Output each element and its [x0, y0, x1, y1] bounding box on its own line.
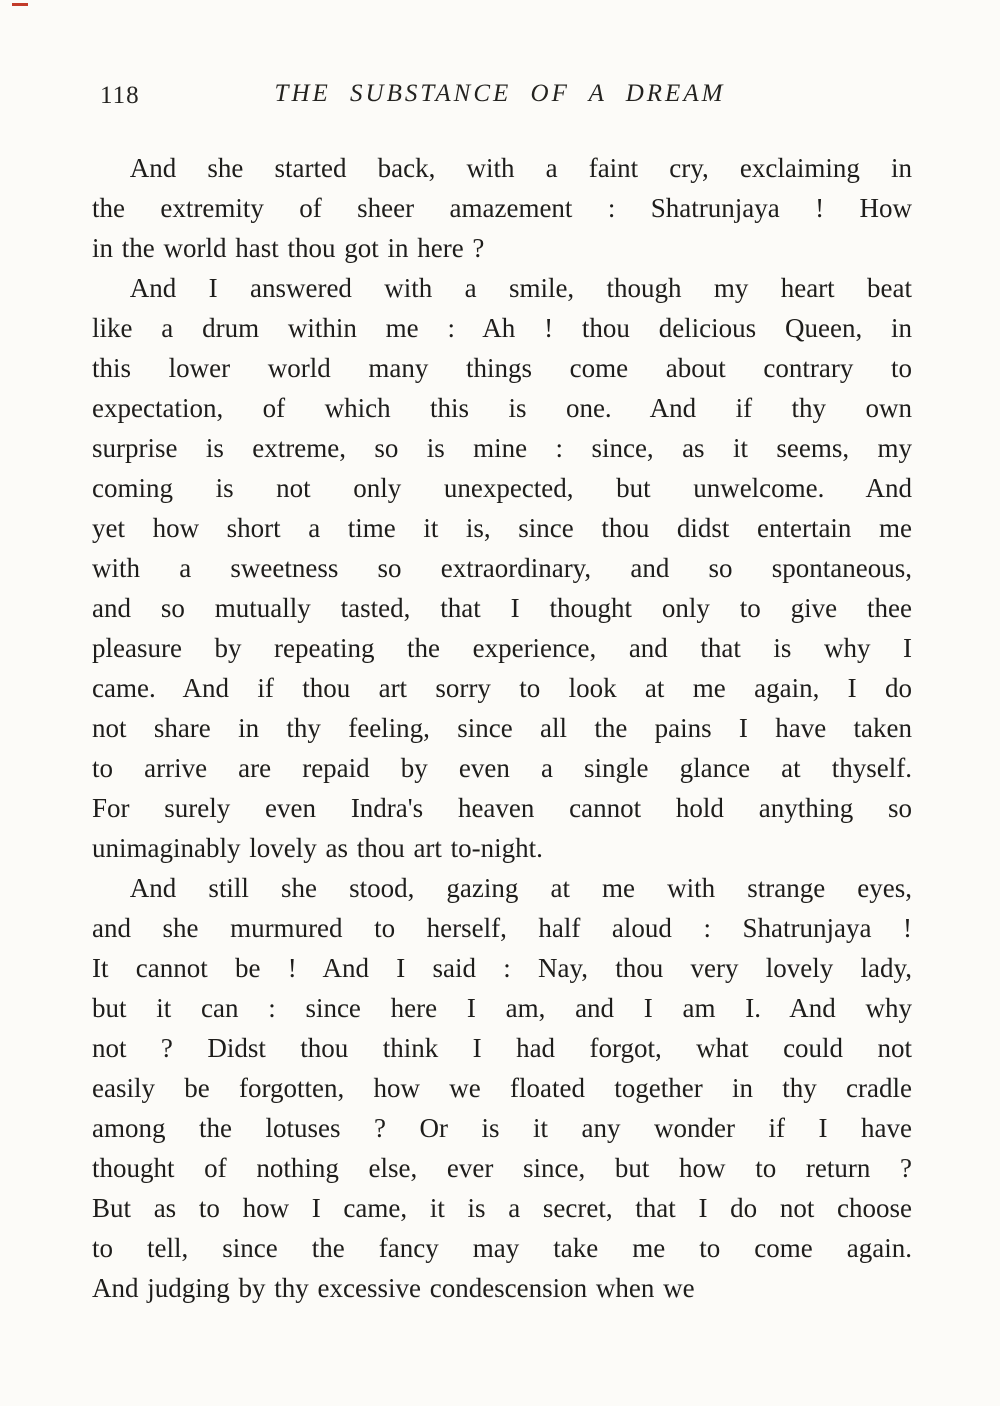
text-line: It cannot be ! And I said : Nay, thou very lovely lady,: [92, 953, 912, 983]
text-line: unimaginably lovely as thou art to-night.: [92, 833, 543, 863]
text-line: And judging by thy excessive condescension when we: [92, 1273, 695, 1303]
text-line: to arrive are repaid by even a single glance at thyself.: [92, 753, 912, 783]
running-title: THE SUBSTANCE OF A DREAM: [274, 80, 726, 107]
text-line: came. And if thou art sorry to look at me again, I do: [92, 673, 912, 703]
paragraph: [92, 268, 912, 868]
text-line: surprise is extreme, so is mine : since, as it seems, my: [92, 433, 912, 463]
page-header: [92, 80, 908, 114]
text-line: yet how short a time it is, since thou didst entertain me: [92, 513, 912, 543]
text-line: among the lotuses ? Or is it any wonder if I have: [92, 1113, 912, 1143]
text-line: the extremity of sheer amazement : Shatrunjaya ! How: [92, 193, 912, 223]
text-line: And she started back, with a faint cry, exclaiming in: [129, 153, 912, 183]
text-line: and she murmured to herself, half aloud : Shatrunjaya !: [92, 913, 912, 943]
text-line: but it can : since here I am, and I am I. And why: [92, 993, 912, 1023]
text-line: But as to how I came, it is a secret, that I do not choose: [92, 1193, 912, 1223]
text-line: easily be forgotten, how we floated together in thy cradle: [92, 1073, 912, 1103]
page-body: [92, 148, 912, 1308]
text-line: expectation, of which this is one. And if thy own: [92, 393, 912, 423]
text-line: And I answered with a smile, though my heart beat: [129, 273, 912, 303]
text-line: this lower world many things come about contrary to: [92, 353, 912, 383]
text-line: For surely even Indra's heaven cannot hold anything so: [92, 793, 912, 823]
text-line: And still she stood, gazing at me with strange eyes,: [129, 873, 912, 903]
text-line: to tell, since the fancy may take me to come again.: [92, 1233, 912, 1263]
text-line: thought of nothing else, ever since, but how to return ?: [92, 1153, 912, 1183]
page-number: 118: [100, 82, 140, 109]
scan-artifact-mark: [12, 3, 28, 6]
text-line: and so mutually tasted, that I thought only to give thee: [92, 593, 912, 623]
text-line: in the world hast thou got in here ?: [92, 233, 485, 263]
text-line: not ? Didst thou think I had forgot, what could not: [92, 1033, 912, 1063]
text-line: not share in thy feeling, since all the pains I have taken: [92, 713, 912, 743]
text-line: pleasure by repeating the experience, and that is why I: [92, 633, 912, 663]
text-line: with a sweetness so extraordinary, and so spontaneous,: [92, 553, 912, 583]
text-line: like a drum within me : Ah ! thou delicious Queen, in: [92, 313, 912, 343]
text-line: coming is not only unexpected, but unwelcome. And: [92, 473, 912, 503]
paragraph: [92, 868, 912, 1308]
paragraph: [92, 148, 912, 268]
